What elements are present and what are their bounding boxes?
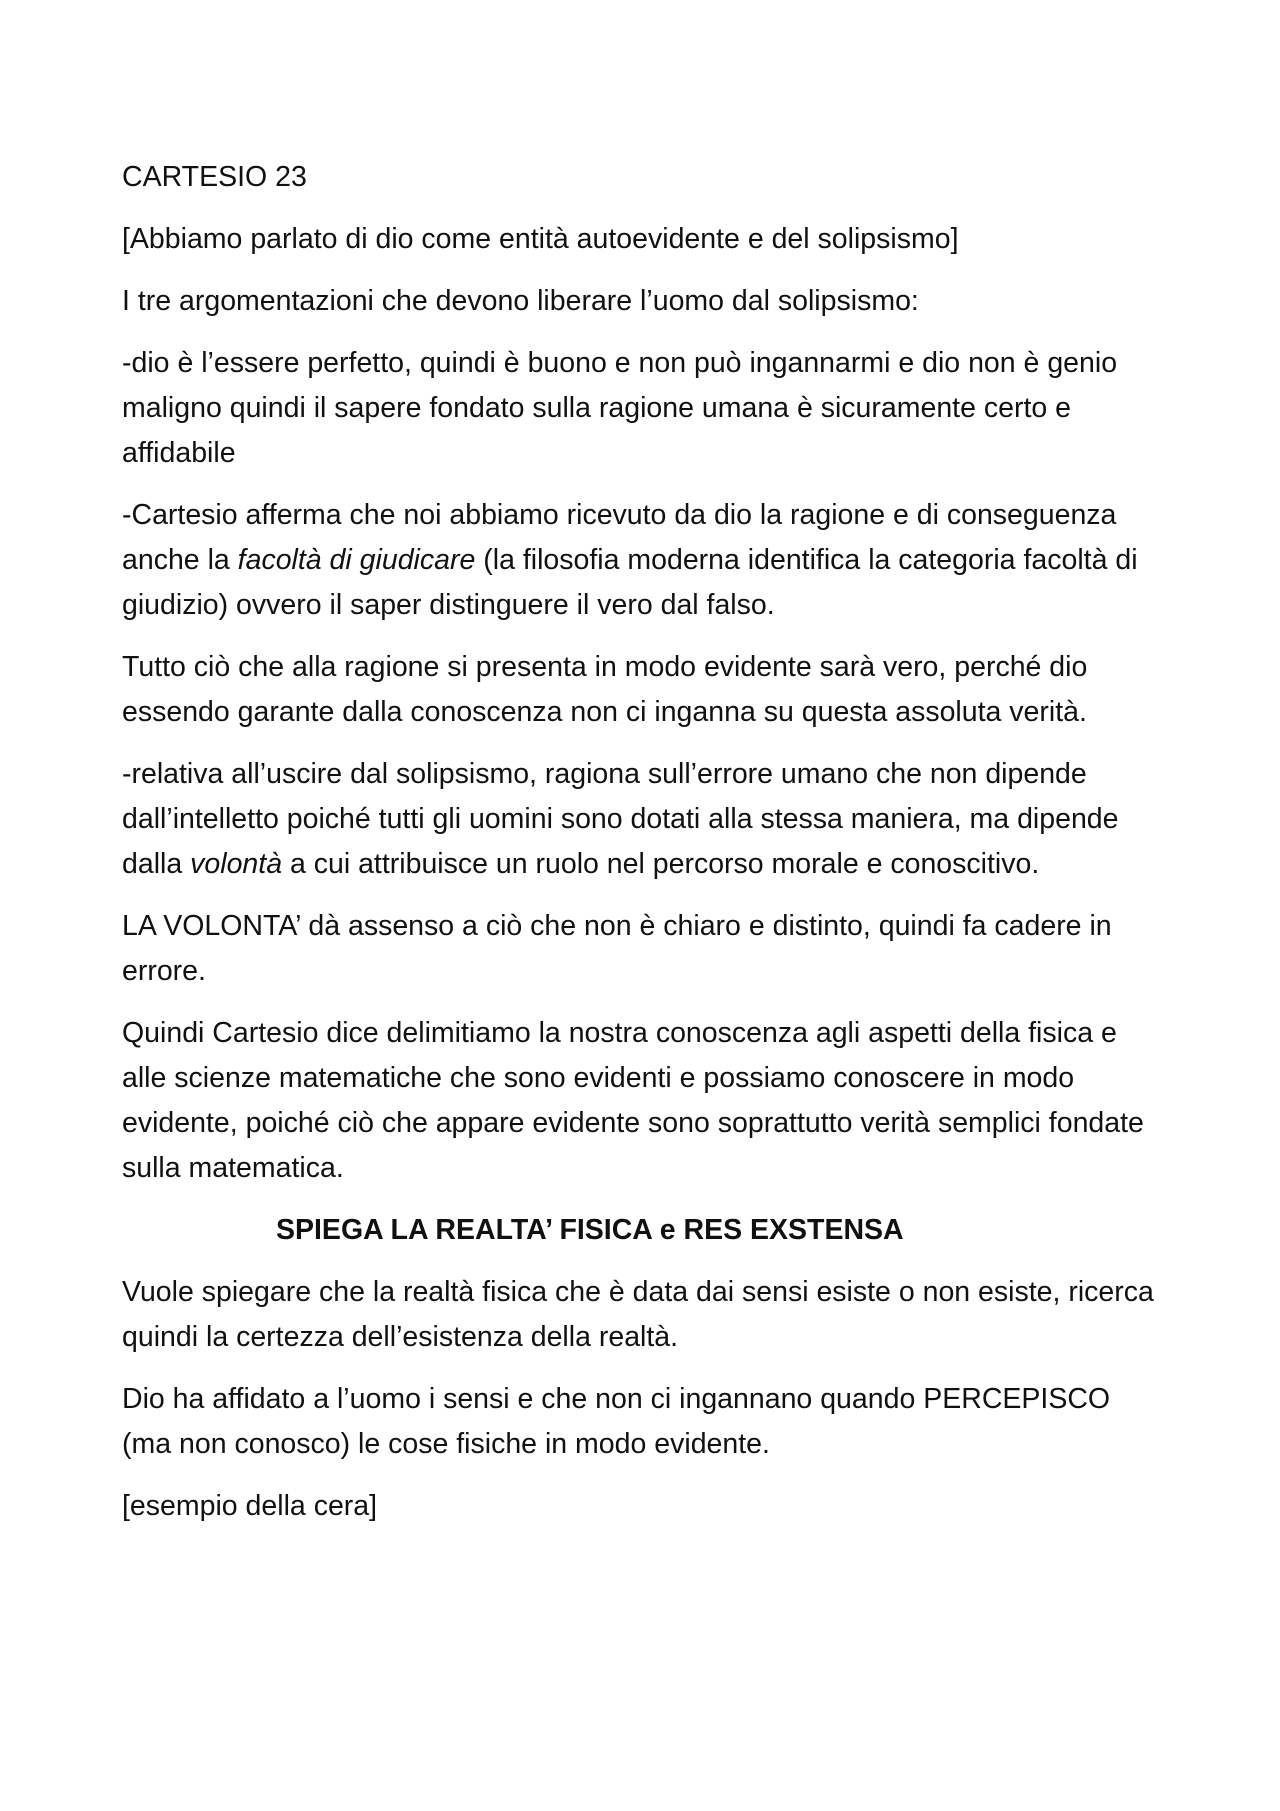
- section-heading: SPIEGA LA REALTA’ FISICA e RES EXSTENSA: [276, 1214, 904, 1246]
- reality-paragraph: Vuole spiegare che la realtà fisica che è data dai sensi esiste o non esiste, ricerca quindi la certezza dell’esistenza della realtà.: [122, 1276, 1154, 1353]
- argument-two: [122, 493, 1160, 628]
- argument-three: [122, 752, 1160, 887]
- argument-two-text-start: -Cartesio afferma che noi abbiamo ricevuto da dio la ragione e di conseguenza anche la: [122, 499, 1117, 576]
- argument-three-text-end: a cui attribuisce un ruolo nel percorso morale e conoscitivo.: [282, 848, 1040, 880]
- document-title: CARTESIO 23: [122, 161, 307, 193]
- closing-note: [esempio della cera]: [122, 1490, 378, 1522]
- argument-two-italic-term: facoltà di giudicare: [237, 544, 476, 576]
- will-paragraph: LA VOLONTA’ dà assenso a ciò che non è chiaro e distinto, quindi fa cadere in errore.: [122, 910, 1112, 987]
- knowledge-paragraph: Quindi Cartesio dice delimitiamo la nostra conoscenza agli aspetti della fisica e alle scienze matematiche che sono evidenti e possiamo conoscere in modo evidente, poiché ciò che appare evidente sono soprattutto verità semplici fondate sulla matematica.: [122, 1017, 1144, 1184]
- argument-two-text-end: (la filosofia moderna identifica la categoria facoltà di giudizio) ovvero il saper distinguere il vero dal falso.: [122, 544, 1138, 621]
- argument-one: -dio è l’essere perfetto, quindi è buono e non può ingannarmi e dio non è genio maligno quindi il sapere fondato sulla ragione umana è sicuramente certo e affidabile: [122, 347, 1118, 469]
- intro-note: [Abbiamo parlato di dio come entità autoevidente e del solipsismo]: [122, 223, 959, 255]
- truth-paragraph: Tutto ciò che alla ragione si presenta in modo evidente sarà vero, perché dio essendo garante dalla conoscenza non ci inganna su questa assoluta verità.: [122, 651, 1088, 728]
- argument-three-text-start: -relativa all’uscire dal solipsismo, ragiona sull’errore umano che non dipende dall’intelletto poiché tutti gli uomini sono dotati alla stessa maniera, ma dipende dalla: [122, 758, 1119, 880]
- senses-paragraph: Dio ha affidato a l’uomo i sensi e che non ci ingannano quando PERCEPISCO (ma non conosco) le cose fisiche in modo evidente.: [122, 1383, 1111, 1460]
- arguments-lead: I tre argomentazioni che devono liberare l’uomo dal solipsismo:: [122, 285, 919, 317]
- argument-three-italic-term: volontà: [190, 848, 283, 880]
